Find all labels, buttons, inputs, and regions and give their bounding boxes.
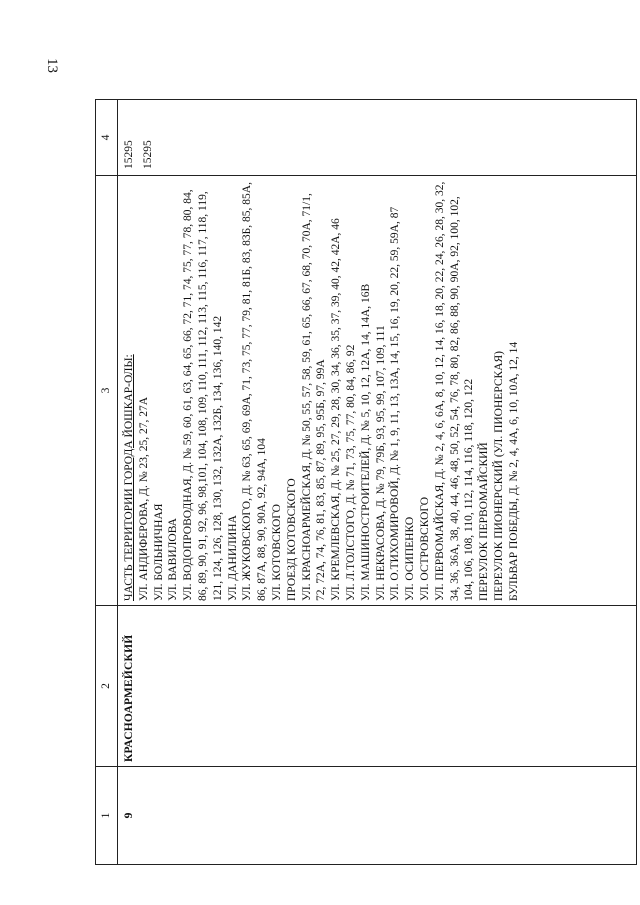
territory-title: ЧАСТЬ ТЕРРИТОРИИ ГОРОДА ЙОШКАР-ОЛЫ: — [123, 354, 135, 601]
address-item: УЛ. НЕКРАСОВА, Д. № 79, 79Б, 93, 95, 99, 107, 109, 111 — [374, 325, 387, 601]
code-value: 15295 — [141, 140, 154, 169]
address-item: УЛ. БОЛЬНИЧНАЯ — [152, 503, 165, 601]
address-item: УЛ. КРЕМЛЕВСКАЯ, Д. № 25, 27, 29, 28, 30, 34, 36, 35, 37, 39, 40, 42, 42А, 46 — [330, 218, 343, 601]
address-item: УЛ. Л.ТОЛСТОГО, Д. № 71, 73, 75, 77, 80, 84, 86, 92 — [344, 344, 357, 601]
address-item: УЛ. АНДИФЕРОВА, Д. № 23, 25, 27, 27А — [137, 396, 150, 601]
header-col-3: 3 — [96, 176, 118, 606]
address-item: УЛ. КРАСНОАРМЕЙСКАЯ, Д. № 50, 55, 57, 58, 59, 61, 65, 66, 67, 68, 70, 70А, 71/1, 72, 72А, 74, 76, 81, 83, 85, 87, 89, 95, 95Б, 97, 99А — [300, 193, 328, 601]
code-value: 15295 — [123, 140, 135, 169]
address-item: УЛ. ОСИПЕНКО — [404, 516, 417, 601]
address-item: УЛ. ЖУКОВСКОГО, Д. № 63, 65, 69, 69А, 71, 73, 75, 77, 79, 81, 81Б, 83, 83Б, 85, 85А, 86, 87А, 88, 90, 90А, 92, 94А, 104 — [241, 182, 269, 601]
row-number: 9 — [118, 767, 637, 865]
polling-district-table — [95, 99, 637, 865]
address-item: УЛ. О.ТИХОМИРОВОЙ, Д. № 1, 9, 11, 13, 13А, 14, 15, 16, 19, 20, 22, 59, 59А, 87 — [389, 206, 402, 601]
code-list — [118, 100, 637, 176]
header-col-2: 2 — [96, 606, 118, 767]
district-name: КРАСНОАРМЕЙСКИЙ — [118, 606, 637, 767]
address-item: ПРОЕЗД КОТОВСКОГО — [285, 478, 298, 601]
header-row — [96, 100, 118, 865]
address-item: УЛ. ВАВИЛОВА — [167, 518, 180, 601]
address-item: ПЕРЕУЛОК ПИОНЕРСКИЙ (УЛ. ПИОНЕРСКАЯ) — [492, 350, 505, 601]
address-item: ПЕРЕУЛОК ПЕРВОМАЙСКИЙ — [478, 442, 491, 601]
address-item: УЛ. ДАНИЛИНА — [226, 515, 239, 601]
table-row — [118, 100, 637, 865]
page-number: 13 — [44, 58, 60, 73]
header-col-4: 4 — [96, 100, 118, 176]
address-item: УЛ. ОСТРОВСКОГО — [418, 496, 431, 601]
address-list — [118, 176, 637, 606]
header-col-1: 1 — [96, 767, 118, 865]
address-item: УЛ. КОТОВСКОГО — [270, 504, 283, 601]
address-item: БУЛЬВАР ПОБЕДЫ, Д. № 2, 4, 4А, 6, 10, 10А, 12, 14 — [507, 341, 520, 601]
address-item: УЛ. ВОДОПРОВОДНАЯ, Д. № 59, 60, 61, 63, 64, 65, 66, 72, 71, 74, 75, 77, 78, 80, 84, 86, 89, 90, 91, 92, 96, 98,101, 104, 108, 109, 110, 111, 112, 113, 115, 116, 117, 118, 119, 121, 124, 126, 128, 130, 132, 132А, 132Б, 134, 136, 140, 142 — [182, 189, 224, 601]
address-item: УЛ. МАШИНОСТРОИТЕЛЕЙ, Д. № 5, 10, 12, 12А, 14, 14А, 16В — [359, 283, 372, 601]
polling-district-table-wrapper — [95, 100, 637, 865]
address-item: УЛ. ПЕРВОМАЙСКАЯ, Д. № 2, 4, 6, 6А, 8, 10, 12, 14, 16, 18, 20, 22, 24, 26, 28, 30, 32, 34, 36, 36А, 38, 40, 44, 46, 48, 50, 52, 54, 76, 78, 80, 82, 86, 88, 90, 90А, 92, 100, 102, 104, 106, 108, 110, 112, 114, 116, 118, 120, 122 — [433, 181, 476, 601]
